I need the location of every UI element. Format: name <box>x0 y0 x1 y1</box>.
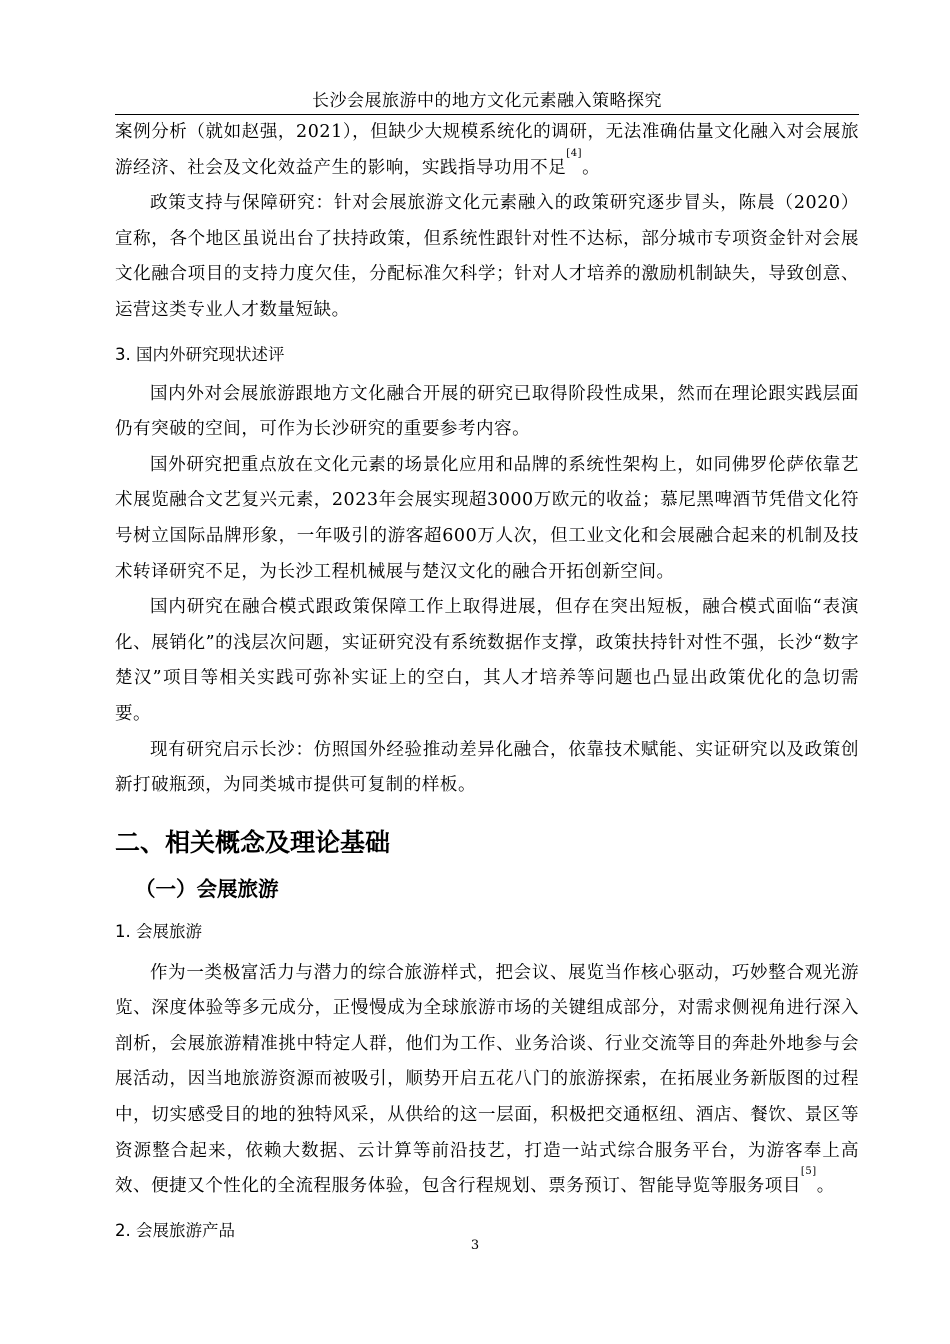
subsection-heading-mice-products: 2. 会展旅游产品 <box>115 1220 235 1240</box>
page-number: 3 <box>470 1238 480 1253</box>
paragraph-foreign-research: 国外研究把重点放在文化元素的场景化应用和品牌的系统性架构上，如同佛罗伦萨依靠艺术展览融合文艺复兴元素，2023年会展实现超3000万欧元的收益；慕尼黑啤酒节凭借文化符号树立国际品牌形象，一年吸引的游客超600万人次，但工业文化和会展融合起来的机制及技术转译研究不足，为长沙工程机械展与楚汉文化的融合开拓创新空间。 <box>115 454 859 582</box>
paragraph-mice-tourism-definition <box>115 956 859 1205</box>
paragraph-text: 案例分析（就如赵强，2021），但缺少大规模系统化的调研，无法准确估量文化融入对会展旅游经济、社会及文化效益产生的影响，实践指导功用不足 <box>115 122 859 178</box>
paragraph-continuation <box>115 115 859 186</box>
paragraph-domestic-research: 国内研究在融合模式跟政策保障工作上取得进展，但存在突出短板，融合模式面临“表演化、展销化”的浅层次问题，实证研究没有系统数据作支撑，政策扶持针对性不强，长沙“数字楚汉”项目等相关实践可弥补实证上的空白，其人才培养等问题也凸显出政策优化的急切需要。 <box>115 597 859 724</box>
paragraph-review-intro: 国内外对会展旅游跟地方文化融合开展的研究已取得阶段性成果，然而在理论跟实践层面仍有突破的空间，可作为长沙研究的重要参考内容。 <box>115 383 859 440</box>
body-text <box>115 115 859 1243</box>
paragraph-implications: 现有研究启示长沙：仿照国外经验推动差异化融合，依靠技术赋能、实证研究以及政策创新打破瓶颈，为同类城市提供可复制的样板。 <box>115 739 859 796</box>
citation-marker: [4] <box>566 147 583 159</box>
citation-marker: [5] <box>800 1166 817 1178</box>
chapter-heading: 二、相关概念及理论基础 <box>115 827 391 857</box>
running-header: 长沙会展旅游中的地方文化元素融入策略探究 <box>312 91 662 111</box>
paragraph-end: 。 <box>816 1176 835 1197</box>
subsection-heading-mice-tourism: 1. 会展旅游 <box>115 921 202 941</box>
paragraph-text: 作为一类极富活力与潜力的综合旅游样式，把会议、展览当作核心驱动，巧妙整合观光游览、深度体验等多元成分，正慢慢成为全球旅游市场的关键组成部分，对需求侧视角进行深入剖析，会展旅游精准挑中特定人群，他们为工作、业务洽谈、行业交流等目的奔赴外地参与会展活动，因当地旅游资源而被吸引，顺势开启五花八门的旅游探索，在拓展业务新版图的过程中，切实感受目的地的独特风采，从供给的这一层面，积极把交通枢纽、酒店、餐饮、景区等资源整合起来，依赖大数据、云计算等前沿技艺，打造一站式综合服务平台，为游客奉上高效、便捷又个性化的全流程服务体验，包含行程规划、票务预订、智能导览等服务项目 <box>115 962 859 1197</box>
paragraph-end: 。 <box>582 157 601 178</box>
heading-research-review: 3. 国内外研究现状述评 <box>115 344 285 364</box>
paragraph-policy-support: 政策支持与保障研究：针对会展旅游文化元素融入的政策研究逐步冒头，陈晨（2020）宣称，各个地区虽说出台了扶持政策，但系统性跟针对性不达标，部分城市专项资金针对会展文化融合项目的支持力度欠佳，分配标准欠科学；针对人才培养的激励机制缺失，导致创意、运营这类专业人才数量短缺。 <box>115 193 859 320</box>
section-heading: （一）会展旅游 <box>135 876 279 901</box>
